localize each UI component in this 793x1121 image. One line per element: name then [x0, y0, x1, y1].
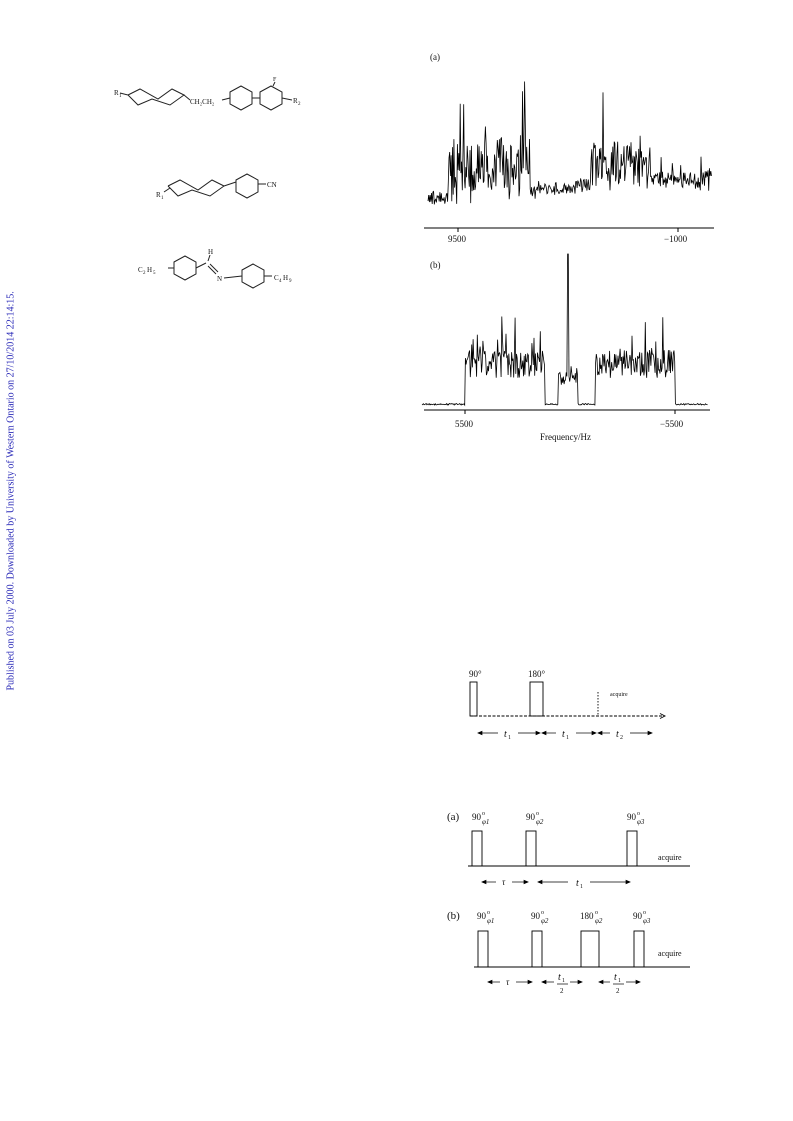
- seq3-pulse3-phase: φ2: [595, 917, 603, 925]
- seq3-pulse4: [634, 931, 644, 967]
- seq2-pulse3-phase: φ3: [637, 818, 645, 826]
- seq3-t1-half-a-denominator: 2: [560, 987, 564, 995]
- s2-cyano: CN: [267, 181, 277, 189]
- seq3-pulse4-label: 90: [633, 911, 642, 921]
- seq2-pulse2-label: 90: [526, 812, 535, 822]
- s3-left-c: C: [138, 266, 143, 274]
- seq1-t1-label-b: t: [562, 729, 565, 740]
- seq3-pulse1-label: 90: [477, 911, 486, 921]
- seq3-pulse1-phase: φ1: [487, 917, 495, 925]
- spectrum-a: [420, 44, 720, 254]
- seq2-pulse2-phase: φ2: [536, 818, 544, 826]
- structure-2: [150, 168, 300, 208]
- download-notice-text: Published on 03 July 2000. Downloaded by University of Western Ontario on 27/10/2014 22:14:15.: [5, 291, 17, 691]
- s1-r2: R: [293, 97, 298, 105]
- spectrum-a-trace: [428, 82, 712, 205]
- seq3-pulse3: [581, 931, 599, 967]
- seq3-pulse1-deg: o: [487, 910, 490, 916]
- pulse-sequence-a: [444, 806, 694, 892]
- s3-left-c-sub: 2: [143, 271, 146, 276]
- seq3-t1-half-a-sub: 1: [562, 978, 565, 984]
- spectrum-b: [420, 250, 720, 450]
- seq2-pulse1-phase: φ1: [482, 818, 490, 826]
- seq3-pulse2-label: 90: [531, 911, 540, 921]
- s3-right-c-sub: 4: [279, 279, 282, 284]
- seq3-panel-label: (b): [447, 910, 460, 922]
- seq3-pulse1: [478, 931, 488, 967]
- seq2-tau-label: τ: [502, 877, 506, 887]
- s3-left-h: H: [147, 266, 153, 274]
- seq2-pulse1: [472, 831, 482, 866]
- seq2-pulse1-deg: o: [482, 811, 485, 817]
- spectrum-b-panel-label: (b): [430, 260, 441, 270]
- s2-r1: R: [156, 191, 161, 199]
- s1-r1-sub: 1: [119, 94, 122, 99]
- seq3-pulse2: [532, 931, 542, 967]
- seq3-pulse4-deg: o: [643, 910, 646, 916]
- seq2-acquire-label: acquire: [658, 853, 682, 862]
- seq1-t1-label-a-sub: 1: [508, 735, 511, 741]
- seq3-pulse2-phase: φ2: [541, 917, 549, 925]
- seq3-t1-half-b-denominator: 2: [616, 987, 620, 995]
- spectrum-b-trace: [422, 254, 708, 405]
- seq2-pulse3-label: 90: [627, 812, 636, 822]
- seq3-t1-half-a: t: [558, 972, 561, 983]
- seq1-pulse-90: [470, 682, 477, 716]
- seq1-t1-label-b-sub: 1: [566, 735, 569, 741]
- pulse-sequence-b: [444, 904, 694, 1004]
- seq1-t1-label-a: t: [504, 729, 507, 740]
- seq2-pulse2: [526, 831, 536, 866]
- seq3-t1-half-b-sub: 1: [618, 978, 621, 984]
- spectrum-a-panel-label: (a): [430, 52, 440, 62]
- s1-r2-sub: 2: [298, 102, 301, 107]
- seq1-pulse-90-label: 90°: [469, 669, 482, 679]
- spectrum-b-xlabel: Frequency/Hz: [540, 432, 591, 442]
- s1-r1: R: [114, 89, 119, 97]
- seq1-pulse-180: [530, 682, 543, 716]
- s3-left-h-sub: 5: [153, 271, 156, 276]
- spectrum-a-tick-label-right: −1000: [664, 234, 688, 244]
- structure-3: [138, 248, 348, 298]
- seq1-pulse-180-label: 180°: [528, 669, 546, 679]
- spectrum-b-tick-label-left: 5500: [455, 419, 473, 429]
- s3-hydrogen: H: [208, 248, 214, 256]
- s2-r1-sub: 1: [161, 196, 164, 201]
- seq2-pulse3-deg: o: [637, 811, 640, 817]
- download-notice: [4, 245, 18, 695]
- seq1-acquire-label: acquire: [610, 692, 628, 698]
- spectrum-b-tick-label-right: −5500: [660, 419, 684, 429]
- seq2-t1-label-sub: 1: [580, 884, 583, 890]
- seq1-t2-label: t: [616, 729, 619, 740]
- spectrum-a-tick-label-left: 9500: [448, 234, 466, 244]
- s3-right-c: C: [274, 274, 279, 282]
- s3-right-h-sub: 9: [289, 279, 292, 284]
- seq3-t1-half-b: t: [614, 972, 617, 983]
- pulse-sequence-echo: [460, 665, 680, 745]
- seq3-pulse3-deg: o: [595, 910, 598, 916]
- seq3-acquire-label: acquire: [658, 949, 682, 958]
- seq3-pulse2-deg: o: [541, 910, 544, 916]
- structure-1: [110, 78, 350, 128]
- s1-linker: CH₂CH₂: [190, 98, 215, 106]
- seq2-t1-label: t: [576, 878, 579, 889]
- s3-nitrogen: N: [217, 275, 223, 283]
- s3-right-h: H: [283, 274, 289, 282]
- seq3-pulse3-label: 180: [580, 911, 594, 921]
- seq1-t2-label-sub: 2: [620, 735, 623, 741]
- s1-fluorine: F: [273, 77, 277, 83]
- seq3-tau-label: τ: [506, 977, 510, 987]
- seq2-pulse1-label: 90: [472, 812, 481, 822]
- seq2-pulse3: [627, 831, 637, 866]
- seq3-pulse4-phase: φ3: [643, 917, 651, 925]
- seq2-panel-label: (a): [447, 811, 460, 823]
- seq2-pulse2-deg: o: [536, 811, 539, 817]
